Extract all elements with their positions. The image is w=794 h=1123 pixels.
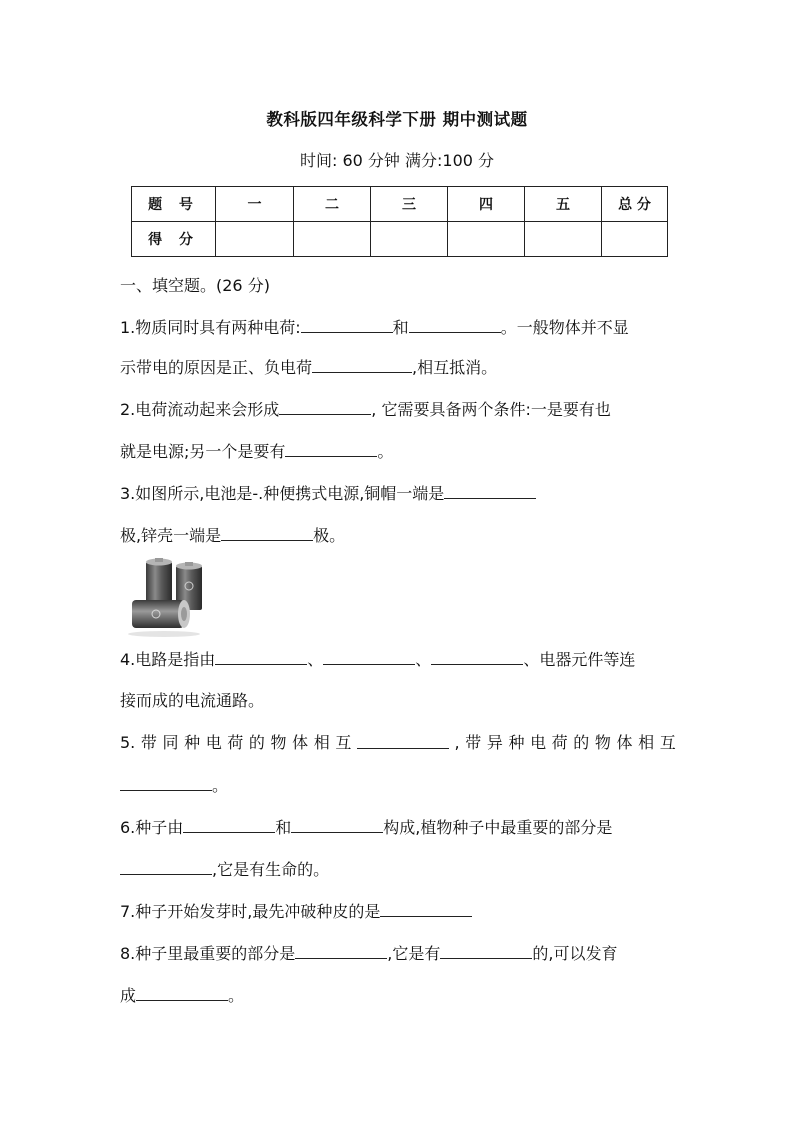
column-total: 总 分 xyxy=(602,187,668,222)
q6-text-d: ,它是有生命的。 xyxy=(212,860,330,879)
q2-blank-1[interactable] xyxy=(279,399,371,415)
q5-char: 荷 xyxy=(227,733,244,752)
q5-char: 相 xyxy=(313,733,330,752)
q1-text-e: ,相互抵消。 xyxy=(412,358,498,377)
q5-char: 带 xyxy=(140,733,157,752)
section-heading: 一、填空题。(26 分) xyxy=(120,276,270,295)
q8-blank-1[interactable] xyxy=(295,943,387,959)
q4-blank-1[interactable] xyxy=(215,649,307,665)
q8-text-c: 的,可以发育 xyxy=(532,944,618,963)
q4-blank-3[interactable] xyxy=(431,649,523,665)
question-2-line-2 xyxy=(120,441,676,462)
q1-blank-3[interactable] xyxy=(312,357,412,373)
exam-subtitle: 时间: 60 分钟 满分:100 分 xyxy=(299,151,495,170)
question-3-line-2 xyxy=(120,525,676,546)
q1-text-c: 。一般物体并不显 xyxy=(500,318,629,337)
score-cell-2[interactable] xyxy=(294,222,371,257)
score-cell-5[interactable] xyxy=(525,222,602,257)
q1-text-d: 示带电的原因是正、负电荷 xyxy=(120,358,313,377)
q8-text-d: 成 xyxy=(120,986,137,1005)
score-table-header-row xyxy=(132,187,668,222)
question-1-line-2 xyxy=(120,357,676,378)
q6-text-a: 6.种子由 xyxy=(120,818,184,837)
question-6-line-1 xyxy=(120,817,676,838)
question-6-line-2 xyxy=(120,859,676,880)
q5-char: 5. xyxy=(120,733,136,752)
score-label: 得 分 xyxy=(132,222,216,257)
q7-blank-1[interactable] xyxy=(380,901,472,917)
header-label: 题 号 xyxy=(132,187,216,222)
q4-text-c: 、电器元件等连 xyxy=(523,650,636,669)
q6-blank-2[interactable] xyxy=(291,817,383,833)
q4-separator-1: 、 xyxy=(307,650,324,669)
q5-char: 的 xyxy=(248,733,265,752)
q8-blank-2[interactable] xyxy=(440,943,532,959)
q1-blank-2[interactable] xyxy=(409,317,501,333)
q1-text-b: 和 xyxy=(392,318,409,337)
score-table xyxy=(131,186,668,257)
q4-text-d: 接而成的电流通路。 xyxy=(120,691,265,710)
column-5: 五 xyxy=(525,187,602,222)
question-5-line-1 xyxy=(120,733,676,753)
q8-text-b: ,它是有 xyxy=(387,944,441,963)
q5-char: 的 xyxy=(573,733,590,752)
score-table-score-row xyxy=(132,222,668,257)
battery-illustration xyxy=(124,556,210,638)
question-8-line-1 xyxy=(120,943,676,964)
column-3: 三 xyxy=(371,187,448,222)
score-cell-3[interactable] xyxy=(371,222,448,257)
question-8-line-2 xyxy=(120,985,676,1006)
q5-char: 互 xyxy=(659,733,676,752)
q7-text-a: 7.种子开始发芽时,最先冲破种皮的是 xyxy=(120,902,381,921)
q5-text-end: 。 xyxy=(212,776,229,795)
q5-char: 电 xyxy=(205,733,222,752)
q5-char: 物 xyxy=(594,733,611,752)
q2-text-d: 。 xyxy=(377,442,394,461)
score-cell-1[interactable] xyxy=(216,222,294,257)
question-2-line-1 xyxy=(120,399,676,420)
score-cell-total[interactable] xyxy=(602,222,668,257)
q5-blank-1[interactable] xyxy=(357,733,449,749)
q2-text-b: , 它需要具备两个条件:一是要有也 xyxy=(371,400,611,419)
q5-char: 种 xyxy=(184,733,201,752)
q3-text-b: 极,锌壳一端是 xyxy=(120,526,222,545)
question-4-line-2 xyxy=(120,691,676,711)
q5-char: 电 xyxy=(530,733,547,752)
q5-char: , xyxy=(454,733,460,752)
column-2: 二 xyxy=(294,187,371,222)
q6-text-b: 和 xyxy=(275,818,292,837)
q5-blank-2[interactable] xyxy=(120,775,212,791)
q8-text-a: 8.种子里最重要的部分是 xyxy=(120,944,296,963)
column-1: 一 xyxy=(216,187,294,222)
q5-char: 相 xyxy=(638,733,655,752)
score-cell-4[interactable] xyxy=(448,222,525,257)
q5-char: 异 xyxy=(486,733,503,752)
q5-char: 体 xyxy=(616,733,633,752)
q5-char: 体 xyxy=(292,733,309,752)
q5-char: 种 xyxy=(508,733,525,752)
q2-text-c: 就是电源;另一个是要有 xyxy=(120,442,286,461)
q5-char: 带 xyxy=(465,733,482,752)
q5-char: 同 xyxy=(162,733,179,752)
q5-char: 互 xyxy=(335,733,352,752)
q6-blank-1[interactable] xyxy=(183,817,275,833)
q3-text-c: 极。 xyxy=(313,526,346,545)
q4-separator-2: 、 xyxy=(415,650,432,669)
question-3-line-1 xyxy=(120,483,676,504)
q5-char: 荷 xyxy=(551,733,568,752)
question-1-line-1 xyxy=(120,317,676,338)
q6-blank-3[interactable] xyxy=(120,859,212,875)
q1-text-a: 1.物质同时具有两种电荷: xyxy=(120,318,301,337)
question-4-line-1 xyxy=(120,649,676,670)
q3-text-a: 3.如图所示,电池是-.种便携式电源,铜帽一端是 xyxy=(120,484,445,503)
q1-blank-1[interactable] xyxy=(301,317,393,333)
column-4: 四 xyxy=(448,187,525,222)
q2-text-a: 2.电荷流动起来会形成 xyxy=(120,400,280,419)
question-5-line-2 xyxy=(120,775,676,796)
q4-blank-2[interactable] xyxy=(323,649,415,665)
q8-text-e: 。 xyxy=(228,986,245,1005)
q6-text-c: 构成,植物种子中最重要的部分是 xyxy=(383,818,613,837)
q4-text-a: 4.电路是指由 xyxy=(120,650,216,669)
exam-title: 教科版四年级科学下册 期中测试题 xyxy=(266,110,528,129)
q3-blank-1[interactable] xyxy=(444,483,536,499)
q3-blank-2[interactable] xyxy=(221,525,313,541)
q2-blank-2[interactable] xyxy=(285,441,377,457)
q8-blank-3[interactable] xyxy=(136,985,228,1001)
question-7 xyxy=(120,901,676,922)
q5-char: 物 xyxy=(270,733,287,752)
